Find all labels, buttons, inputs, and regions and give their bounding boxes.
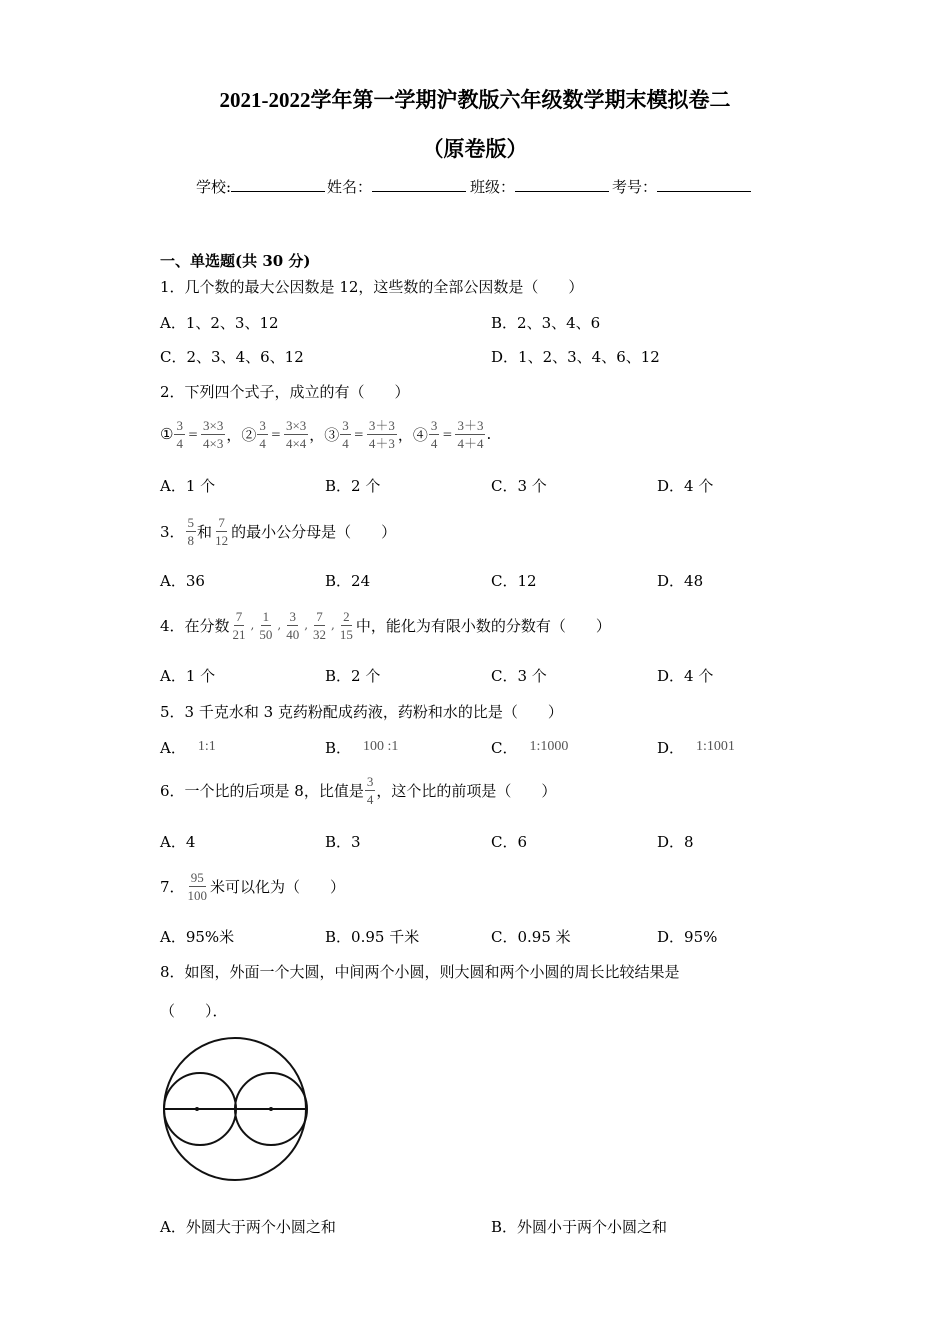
circles-figure [160,1036,316,1184]
q3-fraction-2 [213,514,230,549]
q4-fraction [311,608,328,643]
q2-marker-1: ① [160,425,174,443]
q4-option-d[interactable]: D．4 个 [657,667,714,685]
option-label: A． [160,739,186,757]
q8-option-b[interactable]: B．外圆小于两个小圆之和 [491,1218,668,1236]
name-blank[interactable] [372,177,466,192]
q2-option-b[interactable]: B．2 个 [325,477,381,495]
q8-option-a[interactable]: A．外圆大于两个小圆之和 [160,1218,336,1236]
q3-option-a[interactable]: A．36 [160,572,205,590]
denominator: 50 [259,626,273,642]
q2-end-period: . [486,425,492,443]
q4-option-b[interactable]: B．2 个 [325,667,381,685]
q5-option-b[interactable] [325,737,398,758]
school-field [196,176,325,197]
numerator: 3×3 [285,417,307,433]
denominator: 4×3 [203,435,224,451]
q2-fraction [284,417,308,452]
q1-option-b[interactable]: B．2、3、4、6 [491,314,601,332]
separator: , [304,618,309,632]
option-label: B． [325,739,352,757]
numerator: 7 [316,608,323,624]
number-field [612,176,751,197]
separator: , [277,618,282,632]
q2-fraction [257,417,268,452]
class-field [470,176,609,197]
q2-fraction [174,417,185,452]
q3-fraction-1 [186,514,197,549]
q7-number: 7． [160,877,185,896]
denominator: 15 [339,626,353,642]
equals-sign: = [442,427,453,441]
numerator: 3 [366,773,374,789]
q3-option-d[interactable]: D．48 [657,572,704,590]
section-heading: 一、单选题(共 30 分) [160,252,311,270]
q8-stem-line2: （ ）． [160,1002,228,1020]
option-value: 1:1000 [529,739,569,754]
numerator: 3＋3 [457,417,484,433]
q4-fraction [338,608,355,643]
q1-option-d[interactable]: D．1、2、3、4、6、12 [491,348,660,366]
center-dot-right [269,1107,273,1111]
number-blank[interactable] [657,177,751,192]
denominator: 32 [313,626,327,642]
q6-option-c[interactable]: C．6 [491,833,528,851]
q2-marker-4: ，④ [397,425,428,444]
denominator: 4 [366,791,374,807]
numerator: 7 [218,514,225,530]
q2-fraction [455,417,485,452]
q7-option-b[interactable]: B．0.95 千米 [325,928,420,946]
q2-marker-3: ，③ [309,425,340,444]
numerator: 2 [343,608,350,624]
numerator: 3 [342,417,349,433]
numerator: 3 [289,608,296,624]
q3-stem [160,510,396,552]
option-label: C． [491,739,518,757]
denominator: 8 [187,532,195,548]
center-dot-left [195,1107,199,1111]
q1-option-a[interactable]: A．1、2、3、12 [160,314,279,332]
q5-option-c[interactable] [491,737,568,758]
equals-sign: = [187,427,199,441]
page-title: 2021-2022学年第一学期沪教版六年级数学期末模拟卷二 [219,88,731,112]
q2-option-c[interactable]: C．3 个 [491,477,547,495]
denominator: 4 [259,435,266,451]
separator: , [250,618,255,632]
denominator: 100 [187,887,208,903]
q7-fraction [186,869,210,904]
q4-stem [160,604,611,646]
school-label: 学校: [196,178,232,196]
q2-marker-2: ，② [226,425,257,444]
denominator: 4 [430,435,438,451]
q6-fraction [365,773,376,808]
q6-text: ，这个比的前项是（ ） [376,781,557,800]
q5-option-d[interactable] [657,737,735,758]
option-value: 100 :1 [363,739,399,754]
denominator: 4＋3 [368,435,395,451]
option-label: D． [657,739,685,757]
school-blank[interactable] [231,177,325,192]
q2-fraction [201,417,225,452]
q3-text: 的最小公分母是（ ） [231,522,397,541]
q6-prefix: 6．一个比的后项是 8，比值是 [160,781,364,800]
q4-fraction [231,608,248,643]
q4-prefix: 4．在分数 [160,616,230,635]
q2-fraction [340,417,351,452]
class-blank[interactable] [515,177,609,192]
name-label: 姓名： [327,178,373,196]
equals-sign: = [270,427,281,441]
class-label: 班级： [470,178,516,196]
q7-stem [160,865,345,907]
numerator: 95 [190,869,204,885]
option-value: 1:1001 [696,739,735,754]
q2-option-d[interactable]: D．4 个 [657,477,714,495]
numerator: 3 [259,417,266,433]
name-field [327,176,466,197]
denominator: 4 [176,435,183,451]
q5-stem: 5．3 千克水和 3 克药粉配成药液，药粉和水的比是（ ） [160,703,563,721]
q4-fraction [284,608,301,643]
q7-option-c[interactable]: C．0.95 米 [491,928,571,946]
q3-number: 3． [160,522,185,541]
denominator: 4 [342,435,349,451]
denominator: 21 [232,626,246,642]
separator: , [331,618,335,632]
q4-option-c[interactable]: C．3 个 [491,667,547,685]
numerator: 5 [187,514,195,530]
q3-option-c[interactable]: C．12 [491,572,537,590]
q6-option-b[interactable]: B．3 [325,833,361,851]
q3-and: 和 [197,522,213,541]
q7-option-d[interactable]: D．95% [657,928,718,946]
denominator: 4＋4 [457,435,484,451]
q1-option-c[interactable]: C．2、3、4、6、12 [160,348,304,366]
q2-stem: 2．下列四个式子，成立的有（ ） [160,383,410,401]
q8-stem-line1: 8．如图，外面一个大圆，中间两个小圆，则大圆和两个小圆的周长比较结果是 [160,963,680,981]
number-label: 考号： [612,178,658,196]
numerator: 1 [262,608,270,624]
q4-option-a[interactable]: A．1 个 [160,667,216,685]
denominator: 4×4 [285,435,307,451]
numerator: 3 [430,417,438,433]
q6-stem [160,769,556,811]
denominator: 12 [215,532,229,548]
equals-sign: = [353,427,364,441]
q6-option-a[interactable]: A．4 [160,833,196,851]
q2-expressions [160,414,491,454]
q1-stem: 1．几个数的最大公因数是 12，这些数的全部公因数是（ ） [160,278,584,296]
numerator: 3＋3 [368,417,395,433]
q2-option-a[interactable]: A．1 个 [160,477,216,495]
q7-option-a[interactable]: A．95%米 [160,928,235,946]
q4-text: 中，能化为有限小数的分数有（ ） [355,616,611,635]
q4-fraction [257,608,274,643]
q2-fraction [429,417,440,452]
numerator: 3×3 [203,417,224,433]
option-value: 1:1 [197,739,216,754]
q3-option-b[interactable]: B．24 [325,572,371,590]
numerator: 7 [235,608,243,624]
denominator: 40 [286,626,300,642]
page-subtitle: （原卷版） [422,137,528,161]
numerator: 3 [176,417,183,433]
q7-text: 米可以化为（ ） [210,877,346,896]
q6-option-d[interactable]: D．8 [657,833,694,851]
q2-fraction [367,417,397,452]
q5-option-a[interactable] [160,737,216,758]
